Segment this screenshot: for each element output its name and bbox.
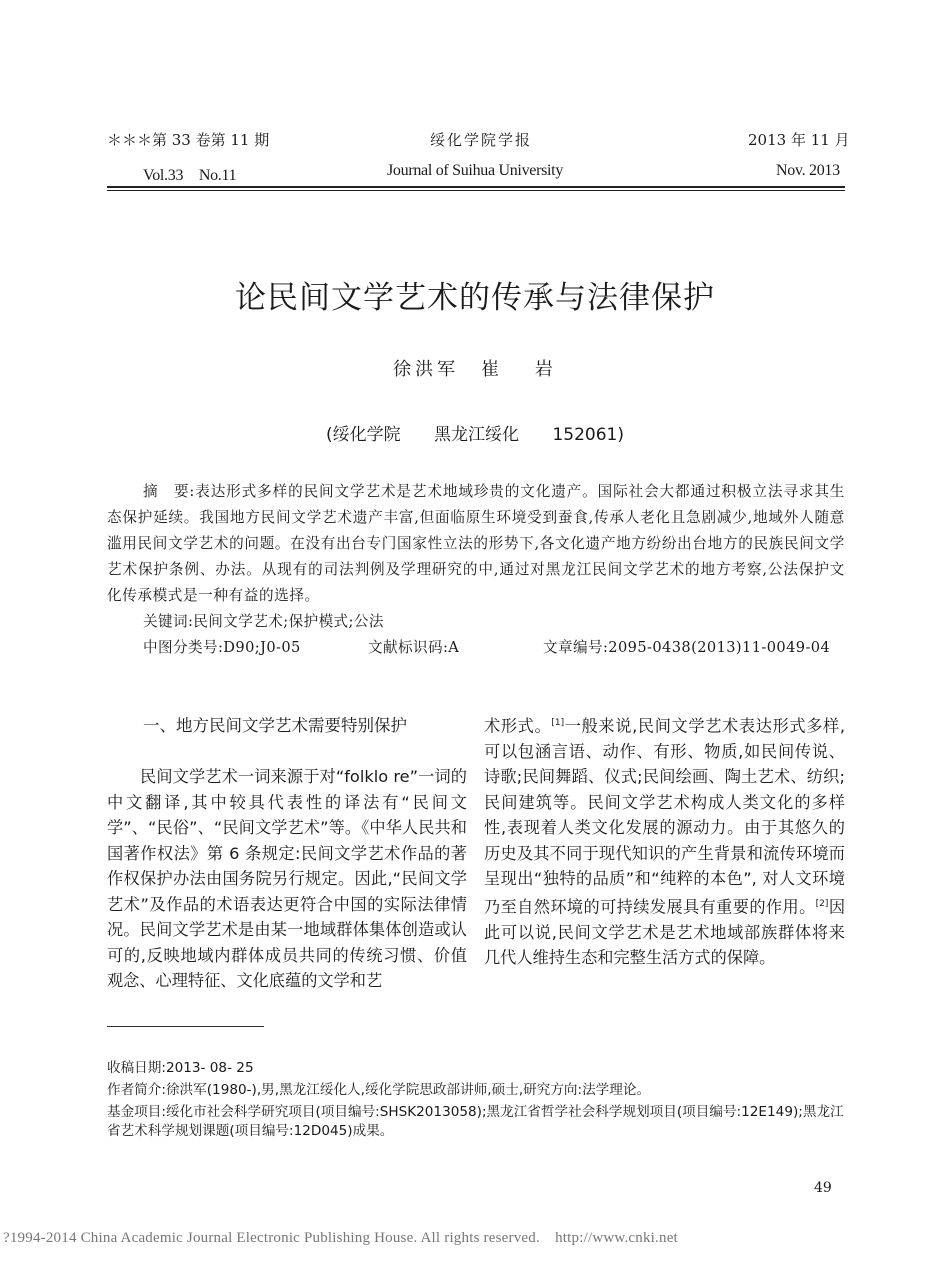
right-text-b: 一般来说,民间文学艺术表达形式多样,可以包涵言语、动作、有形、物质,如民间传说、诗歌;民间舞蹈、仪式;民间绘画、陶土艺术、纺织;民间建筑等。民间文学艺术构成人类文化的多样性,表现着人类文化发展的源动力。由于其悠久的历史及其不同于现代知识的产生背景和流传环境而呈现出“独特的品质”和“纯粹的本色”, 对人文环境乃至自然环境的可持续发展具有重要的作用。 bbox=[484, 716, 846, 917]
affiliation-institution: (绥化学院 bbox=[326, 425, 401, 445]
right-text-c: 因此可以说,民间文学艺术是艺术地域部族群体将来几代人维持生态和完整生活方式的保障。 bbox=[484, 897, 846, 968]
page-number: 49 bbox=[814, 1180, 832, 1196]
funding-info: 基金项目:绥化市社会科学研究项目(项目编号:SHSK2013058);黑龙江省哲学社会科学规划项目(项目编号:12E149);黑龙江省艺术科学规划课题(项目编号:12D045)成果。 bbox=[107, 1104, 844, 1139]
affiliation bbox=[0, 420, 950, 445]
body-paragraph-right bbox=[484, 711, 845, 971]
section-heading: 一、地方民间文学艺术需要特别保护 bbox=[143, 716, 407, 735]
affiliation-postcode: 152061) bbox=[552, 425, 624, 445]
received-date: 收稿日期:2013- 08- 25 bbox=[107, 1060, 254, 1076]
journal-name-cn: 绥化学院学报 bbox=[430, 131, 533, 149]
clc-number: 中图分类号:D90;J0-05 bbox=[143, 639, 301, 656]
issue-cn: ＊＊＊第 33 卷第 11 期 bbox=[107, 131, 270, 149]
affiliation-location: 黑龙江绥化 bbox=[434, 425, 520, 445]
document-code: 文献标识码:A bbox=[368, 639, 460, 656]
citation-1: [1] bbox=[551, 718, 565, 728]
abstract: 摘 要:表达形式多样的民间文学艺术是艺术地域珍贵的文化遗产。国际社会大都通过积极立法寻求其生态保护延续。我国地方民间文学艺术遗产丰富,但面临原生环境受到蚕食,传承人老化且急剧减少,地域外人随意滥用民间文学艺术的问题。在没有出台专门国家性立法的形势下,各文化遗产地方纷纷出台地方的民族民间文学艺术保护条例、办法。从现有的司法判例及学理研究的中,通过对黑龙江民间文学艺术的地方考察,公法保护文化传承模式是一种有益的选择。 bbox=[107, 483, 845, 604]
right-text-a: 术形式。 bbox=[484, 716, 552, 736]
header-rule-thin bbox=[107, 190, 845, 191]
article-number: 文章编号:2095-0438(2013)11-0049-04 bbox=[543, 639, 831, 656]
article-title: 论民间文学艺术的传承与法律保护 bbox=[235, 280, 715, 316]
body-paragraph-left: 民间文学艺术一词来源于对“folklo re”一词的中文翻译,其中较具代表性的译法有“民间文学”、“民俗”、“民间文学艺术”等。《中华人民共和国著作权法》第 6 条规定:民间文学艺术作品的著作权保护办法由国务院另行规定。因此,“民间文学艺术”及作品的术语表达更符合中国的实际法律情况。民间文学艺术是由某一地域群体集体创造或认可的,反映地域内群体成员共同的传统习惯、价值观念、心理特征、文化底蕴的文学和艺 bbox=[107, 767, 467, 990]
keywords: 关键词:民间文学艺术;保护模式;公法 bbox=[143, 613, 384, 630]
author-bio: 作者简介:徐洪军(1980-),男,黑龙江绥化人,绥化学院思政部讲师,硕士,研究方向:法学理论。 bbox=[107, 1082, 651, 1098]
date-en: Nov. 2013 bbox=[776, 162, 840, 179]
right-column bbox=[484, 711, 845, 971]
header-rule-thick bbox=[107, 186, 845, 188]
journal-name-en: Journal of Suihua University bbox=[387, 162, 564, 179]
left-column bbox=[107, 764, 467, 994]
date-cn: 2013 年 11 月 bbox=[748, 131, 850, 149]
article-authors: 徐洪军 崔 岩 bbox=[393, 359, 557, 380]
copyright-footer: ?1994-2014 China Academic Journal Electronic Publishing House. All rights reserved. http://www.cnki.net bbox=[3, 1230, 678, 1246]
issue-en: Vol.33 No.11 bbox=[143, 167, 237, 184]
citation-2: [2] bbox=[815, 898, 829, 909]
footnote-rule bbox=[107, 1026, 264, 1027]
